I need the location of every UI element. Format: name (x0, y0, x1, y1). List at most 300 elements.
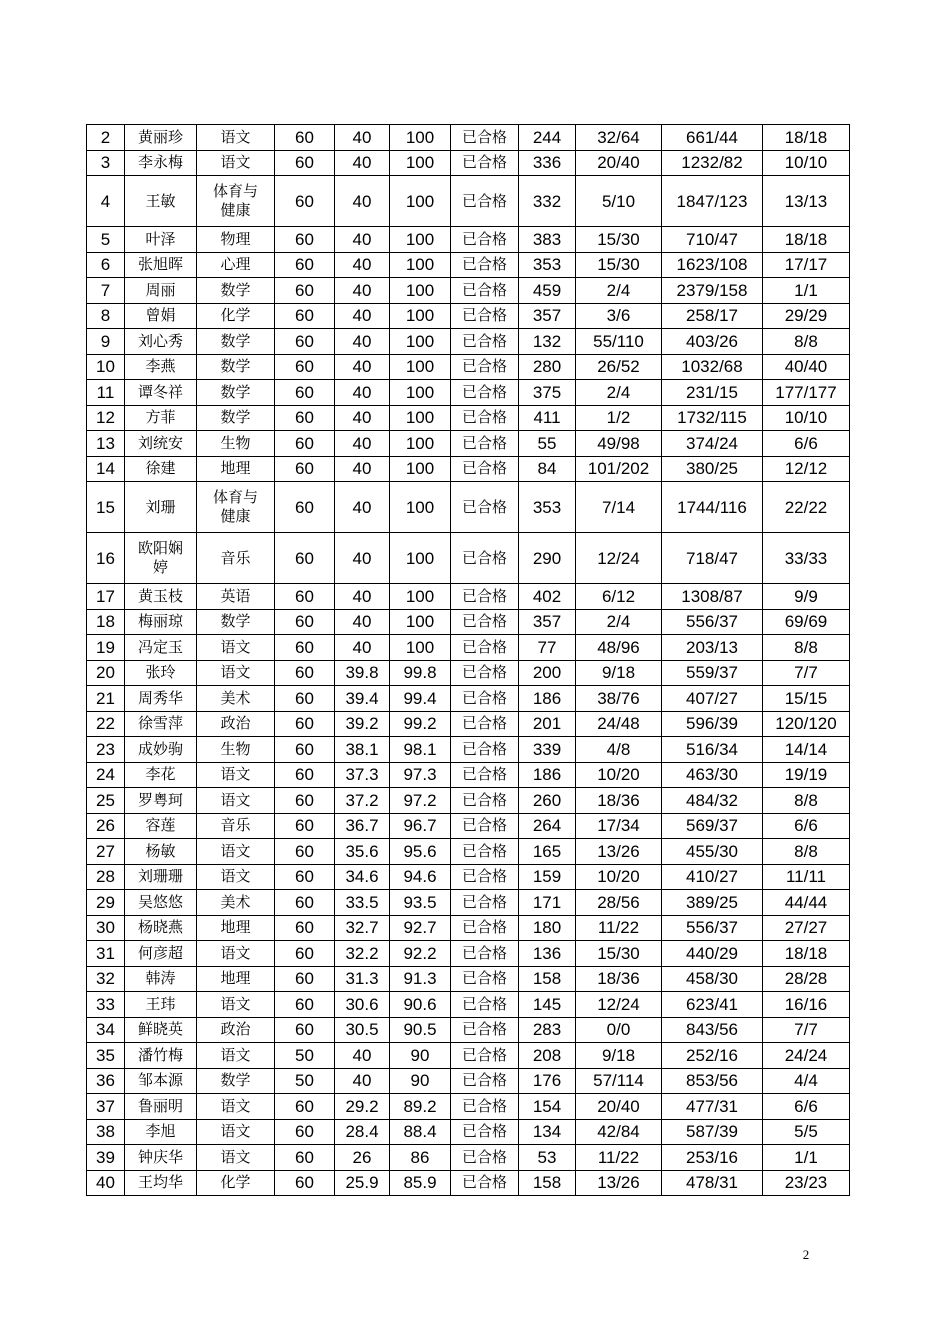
subject-cell: 数学 (197, 354, 275, 380)
count-cell: 132 (519, 329, 576, 355)
teacher-name-cell: 徐建 (125, 456, 197, 482)
subject-cell: 音乐 (197, 813, 275, 839)
subject-cell: 化学 (197, 1170, 275, 1196)
teacher-name-cell: 李燕 (125, 354, 197, 380)
ratio-cell: 11/22 (576, 1145, 662, 1171)
total-score-cell: 94.6 (390, 864, 451, 890)
rank-ratio-cell: 407/27 (662, 686, 763, 712)
subject-cell: 数学 (197, 609, 275, 635)
pass-ratio-cell: 8/8 (763, 635, 850, 661)
score-a-cell: 60 (275, 329, 335, 355)
subject-cell: 生物 (197, 737, 275, 763)
table-row (87, 278, 850, 304)
pass-ratio-cell: 13/13 (763, 176, 850, 227)
ratio-cell: 15/30 (576, 941, 662, 967)
score-b-cell: 35.6 (335, 839, 390, 865)
teacher-name-cell: 罗粤珂 (125, 788, 197, 814)
ratio-cell: 42/84 (576, 1119, 662, 1145)
score-b-cell: 31.3 (335, 966, 390, 992)
teacher-name-cell: 刘珊珊 (125, 864, 197, 890)
subject-cell: 政治 (197, 1017, 275, 1043)
teacher-name-cell: 张旭晖 (125, 252, 197, 278)
row-index-cell: 6 (87, 252, 125, 278)
table-row (87, 890, 850, 916)
rank-ratio-cell: 258/17 (662, 303, 763, 329)
count-cell: 280 (519, 354, 576, 380)
status-cell: 已合格 (451, 227, 519, 253)
score-b-cell: 40 (335, 609, 390, 635)
rank-ratio-cell: 596/39 (662, 711, 763, 737)
ratio-cell: 5/10 (576, 176, 662, 227)
status-cell: 已合格 (451, 1094, 519, 1120)
row-index-cell: 24 (87, 762, 125, 788)
status-cell: 已合格 (451, 1119, 519, 1145)
teacher-name-cell: 刘心秀 (125, 329, 197, 355)
row-index-cell: 2 (87, 125, 125, 151)
teacher-name-cell: 杨敏 (125, 839, 197, 865)
ratio-cell: 1/2 (576, 405, 662, 431)
score-b-cell: 40 (335, 405, 390, 431)
total-score-cell: 92.2 (390, 941, 451, 967)
score-b-cell: 40 (335, 456, 390, 482)
score-b-cell: 40 (335, 1043, 390, 1069)
count-cell: 180 (519, 915, 576, 941)
score-b-cell: 37.2 (335, 788, 390, 814)
pass-ratio-cell: 10/10 (763, 150, 850, 176)
subject-cell: 语文 (197, 864, 275, 890)
pass-ratio-cell: 22/22 (763, 482, 850, 533)
count-cell: 53 (519, 1145, 576, 1171)
pass-ratio-cell: 7/7 (763, 1017, 850, 1043)
rank-ratio-cell: 1308/87 (662, 584, 763, 610)
total-score-cell: 100 (390, 150, 451, 176)
subject-cell: 地理 (197, 966, 275, 992)
score-b-cell: 39.4 (335, 686, 390, 712)
page-number: 2 (802, 1247, 810, 1262)
subject-cell: 语文 (197, 150, 275, 176)
status-cell: 已合格 (451, 431, 519, 457)
row-index-cell: 33 (87, 992, 125, 1018)
count-cell: 208 (519, 1043, 576, 1069)
score-a-cell: 60 (275, 941, 335, 967)
teacher-name-cell: 周秀华 (125, 686, 197, 712)
pass-ratio-cell: 1/1 (763, 1145, 850, 1171)
count-cell: 200 (519, 660, 576, 686)
teacher-name-cell: 韩涛 (125, 966, 197, 992)
table-row (87, 584, 850, 610)
total-score-cell: 95.6 (390, 839, 451, 865)
count-cell: 290 (519, 533, 576, 584)
score-b-cell: 38.1 (335, 737, 390, 763)
row-index-cell: 32 (87, 966, 125, 992)
pass-ratio-cell: 9/9 (763, 584, 850, 610)
score-a-cell: 60 (275, 150, 335, 176)
pass-ratio-cell: 8/8 (763, 839, 850, 865)
pass-ratio-cell: 33/33 (763, 533, 850, 584)
row-index-cell: 28 (87, 864, 125, 890)
status-cell: 已合格 (451, 533, 519, 584)
row-index-cell: 39 (87, 1145, 125, 1171)
total-score-cell: 96.7 (390, 813, 451, 839)
total-score-cell: 100 (390, 278, 451, 304)
total-score-cell: 100 (390, 227, 451, 253)
ratio-cell: 26/52 (576, 354, 662, 380)
status-cell: 已合格 (451, 125, 519, 151)
score-b-cell: 36.7 (335, 813, 390, 839)
row-index-cell: 15 (87, 482, 125, 533)
count-cell: 84 (519, 456, 576, 482)
table-body (87, 125, 850, 1196)
row-index-cell: 23 (87, 737, 125, 763)
subject-cell: 美术 (197, 890, 275, 916)
score-b-cell: 40 (335, 278, 390, 304)
pass-ratio-cell: 16/16 (763, 992, 850, 1018)
table-row (87, 456, 850, 482)
row-index-cell: 30 (87, 915, 125, 941)
subject-cell: 化学 (197, 303, 275, 329)
pass-ratio-cell: 15/15 (763, 686, 850, 712)
teacher-name-cell: 钟庆华 (125, 1145, 197, 1171)
count-cell: 145 (519, 992, 576, 1018)
status-cell: 已合格 (451, 1170, 519, 1196)
count-cell: 336 (519, 150, 576, 176)
rank-ratio-cell: 661/44 (662, 125, 763, 151)
row-index-cell: 9 (87, 329, 125, 355)
table-row (87, 1068, 850, 1094)
teacher-name-cell: 周丽 (125, 278, 197, 304)
pass-ratio-cell: 8/8 (763, 788, 850, 814)
count-cell: 158 (519, 966, 576, 992)
subject-cell: 语文 (197, 992, 275, 1018)
rank-ratio-cell: 587/39 (662, 1119, 763, 1145)
table-row (87, 1017, 850, 1043)
rank-ratio-cell: 455/30 (662, 839, 763, 865)
row-index-cell: 10 (87, 354, 125, 380)
row-index-cell: 8 (87, 303, 125, 329)
row-index-cell: 4 (87, 176, 125, 227)
score-b-cell: 40 (335, 584, 390, 610)
score-a-cell: 60 (275, 711, 335, 737)
pass-ratio-cell: 10/10 (763, 405, 850, 431)
score-a-cell: 60 (275, 1170, 335, 1196)
teacher-name-cell: 李花 (125, 762, 197, 788)
total-score-cell: 100 (390, 533, 451, 584)
score-a-cell: 50 (275, 1043, 335, 1069)
table-row (87, 482, 850, 533)
count-cell: 383 (519, 227, 576, 253)
table-row (87, 533, 850, 584)
row-index-cell: 36 (87, 1068, 125, 1094)
score-a-cell: 60 (275, 1094, 335, 1120)
rank-ratio-cell: 516/34 (662, 737, 763, 763)
table-row (87, 227, 850, 253)
status-cell: 已合格 (451, 176, 519, 227)
rank-ratio-cell: 403/26 (662, 329, 763, 355)
subject-cell: 体育与健康 (197, 176, 275, 227)
row-index-cell: 27 (87, 839, 125, 865)
ratio-cell: 2/4 (576, 380, 662, 406)
subject-cell: 语文 (197, 1094, 275, 1120)
score-b-cell: 25.9 (335, 1170, 390, 1196)
teacher-name-cell: 黄玉枝 (125, 584, 197, 610)
count-cell: 283 (519, 1017, 576, 1043)
rank-ratio-cell: 1744/116 (662, 482, 763, 533)
count-cell: 154 (519, 1094, 576, 1120)
total-score-cell: 92.7 (390, 915, 451, 941)
pass-ratio-cell: 1/1 (763, 278, 850, 304)
ratio-cell: 9/18 (576, 1043, 662, 1069)
teacher-name-cell: 谭冬祥 (125, 380, 197, 406)
score-a-cell: 60 (275, 227, 335, 253)
total-score-cell: 99.4 (390, 686, 451, 712)
table-row (87, 813, 850, 839)
score-b-cell: 40 (335, 227, 390, 253)
score-a-cell: 60 (275, 966, 335, 992)
score-b-cell: 32.2 (335, 941, 390, 967)
total-score-cell: 98.1 (390, 737, 451, 763)
score-b-cell: 40 (335, 176, 390, 227)
total-score-cell: 99.8 (390, 660, 451, 686)
rank-ratio-cell: 252/16 (662, 1043, 763, 1069)
teacher-name-cell: 吴悠悠 (125, 890, 197, 916)
ratio-cell: 28/56 (576, 890, 662, 916)
pass-ratio-cell: 19/19 (763, 762, 850, 788)
subject-cell: 地理 (197, 456, 275, 482)
status-cell: 已合格 (451, 890, 519, 916)
status-cell: 已合格 (451, 1043, 519, 1069)
score-a-cell: 60 (275, 788, 335, 814)
score-a-cell: 60 (275, 1017, 335, 1043)
pass-ratio-cell: 5/5 (763, 1119, 850, 1145)
total-score-cell: 100 (390, 456, 451, 482)
table-row (87, 966, 850, 992)
status-cell: 已合格 (451, 405, 519, 431)
total-score-cell: 100 (390, 252, 451, 278)
score-b-cell: 40 (335, 431, 390, 457)
rank-ratio-cell: 2379/158 (662, 278, 763, 304)
ratio-cell: 20/40 (576, 150, 662, 176)
teacher-name-cell: 方菲 (125, 405, 197, 431)
rank-ratio-cell: 410/27 (662, 864, 763, 890)
teacher-name-cell: 刘统安 (125, 431, 197, 457)
row-index-cell: 19 (87, 635, 125, 661)
rank-ratio-cell: 556/37 (662, 915, 763, 941)
teacher-name-cell: 何彦超 (125, 941, 197, 967)
subject-cell: 音乐 (197, 533, 275, 584)
ratio-cell: 15/30 (576, 252, 662, 278)
rank-ratio-cell: 231/15 (662, 380, 763, 406)
total-score-cell: 100 (390, 380, 451, 406)
count-cell: 159 (519, 864, 576, 890)
total-score-cell: 100 (390, 303, 451, 329)
table-row (87, 737, 850, 763)
ratio-cell: 11/22 (576, 915, 662, 941)
table-row (87, 1094, 850, 1120)
score-a-cell: 60 (275, 533, 335, 584)
status-cell: 已合格 (451, 788, 519, 814)
count-cell: 339 (519, 737, 576, 763)
teacher-name-cell: 冯定玉 (125, 635, 197, 661)
row-index-cell: 18 (87, 609, 125, 635)
score-b-cell: 40 (335, 635, 390, 661)
score-a-cell: 60 (275, 125, 335, 151)
score-b-cell: 39.8 (335, 660, 390, 686)
table-row (87, 354, 850, 380)
total-score-cell: 91.3 (390, 966, 451, 992)
status-cell: 已合格 (451, 915, 519, 941)
count-cell: 176 (519, 1068, 576, 1094)
table-row (87, 1170, 850, 1196)
row-index-cell: 11 (87, 380, 125, 406)
count-cell: 459 (519, 278, 576, 304)
row-index-cell: 22 (87, 711, 125, 737)
pass-ratio-cell: 28/28 (763, 966, 850, 992)
ratio-cell: 18/36 (576, 788, 662, 814)
ratio-cell: 38/76 (576, 686, 662, 712)
row-index-cell: 3 (87, 150, 125, 176)
score-b-cell: 40 (335, 329, 390, 355)
status-cell: 已合格 (451, 329, 519, 355)
rank-ratio-cell: 559/37 (662, 660, 763, 686)
rank-ratio-cell: 1032/68 (662, 354, 763, 380)
total-score-cell: 90 (390, 1043, 451, 1069)
rank-ratio-cell: 203/13 (662, 635, 763, 661)
pass-ratio-cell: 18/18 (763, 941, 850, 967)
status-cell: 已合格 (451, 150, 519, 176)
subject-cell: 生物 (197, 431, 275, 457)
status-cell: 已合格 (451, 966, 519, 992)
rank-ratio-cell: 389/25 (662, 890, 763, 916)
score-b-cell: 40 (335, 533, 390, 584)
teacher-name-cell: 鲁丽明 (125, 1094, 197, 1120)
score-b-cell: 26 (335, 1145, 390, 1171)
total-score-cell: 100 (390, 354, 451, 380)
pass-ratio-cell: 44/44 (763, 890, 850, 916)
total-score-cell: 100 (390, 584, 451, 610)
subject-cell: 语文 (197, 762, 275, 788)
teacher-name-cell: 李旭 (125, 1119, 197, 1145)
score-a-cell: 60 (275, 456, 335, 482)
ratio-cell: 10/20 (576, 864, 662, 890)
count-cell: 353 (519, 482, 576, 533)
count-cell: 201 (519, 711, 576, 737)
pass-ratio-cell: 7/7 (763, 660, 850, 686)
row-index-cell: 14 (87, 456, 125, 482)
count-cell: 134 (519, 1119, 576, 1145)
teacher-name-cell: 杨晓燕 (125, 915, 197, 941)
teacher-name-cell: 王玮 (125, 992, 197, 1018)
row-index-cell: 40 (87, 1170, 125, 1196)
score-a-cell: 60 (275, 176, 335, 227)
subject-cell: 语文 (197, 660, 275, 686)
total-score-cell: 100 (390, 125, 451, 151)
ratio-cell: 49/98 (576, 431, 662, 457)
ratio-cell: 13/26 (576, 839, 662, 865)
pass-ratio-cell: 120/120 (763, 711, 850, 737)
row-index-cell: 38 (87, 1119, 125, 1145)
subject-cell: 英语 (197, 584, 275, 610)
rank-ratio-cell: 1732/115 (662, 405, 763, 431)
count-cell: 171 (519, 890, 576, 916)
table-row (87, 660, 850, 686)
status-cell: 已合格 (451, 252, 519, 278)
total-score-cell: 90 (390, 1068, 451, 1094)
score-a-cell: 60 (275, 609, 335, 635)
score-a-cell: 60 (275, 864, 335, 890)
score-table (86, 124, 850, 1196)
status-cell: 已合格 (451, 380, 519, 406)
subject-cell: 语文 (197, 1145, 275, 1171)
pass-ratio-cell: 177/177 (763, 380, 850, 406)
score-a-cell: 60 (275, 915, 335, 941)
table-row (87, 609, 850, 635)
teacher-name-cell: 曾娟 (125, 303, 197, 329)
score-a-cell: 60 (275, 737, 335, 763)
rank-ratio-cell: 440/29 (662, 941, 763, 967)
status-cell: 已合格 (451, 278, 519, 304)
teacher-name-cell: 张玲 (125, 660, 197, 686)
status-cell: 已合格 (451, 711, 519, 737)
count-cell: 77 (519, 635, 576, 661)
count-cell: 186 (519, 762, 576, 788)
status-cell: 已合格 (451, 686, 519, 712)
table-row (87, 1145, 850, 1171)
row-index-cell: 7 (87, 278, 125, 304)
rank-ratio-cell: 843/56 (662, 1017, 763, 1043)
table-row (87, 686, 850, 712)
table-row (87, 762, 850, 788)
row-index-cell: 12 (87, 405, 125, 431)
rank-ratio-cell: 569/37 (662, 813, 763, 839)
score-b-cell: 40 (335, 354, 390, 380)
teacher-name-cell: 黄丽珍 (125, 125, 197, 151)
ratio-cell: 24/48 (576, 711, 662, 737)
count-cell: 264 (519, 813, 576, 839)
row-index-cell: 17 (87, 584, 125, 610)
ratio-cell: 12/24 (576, 992, 662, 1018)
total-score-cell: 100 (390, 329, 451, 355)
count-cell: 332 (519, 176, 576, 227)
total-score-cell: 93.5 (390, 890, 451, 916)
rank-ratio-cell: 1232/82 (662, 150, 763, 176)
subject-cell: 数学 (197, 380, 275, 406)
score-a-cell: 60 (275, 992, 335, 1018)
teacher-name-cell: 欧阳娴婷 (125, 533, 197, 584)
pass-ratio-cell: 23/23 (763, 1170, 850, 1196)
score-a-cell: 60 (275, 380, 335, 406)
teacher-name-cell: 王敏 (125, 176, 197, 227)
pass-ratio-cell: 27/27 (763, 915, 850, 941)
ratio-cell: 57/114 (576, 1068, 662, 1094)
status-cell: 已合格 (451, 609, 519, 635)
table-row (87, 788, 850, 814)
score-b-cell: 34.6 (335, 864, 390, 890)
count-cell: 375 (519, 380, 576, 406)
ratio-cell: 3/6 (576, 303, 662, 329)
rank-ratio-cell: 718/47 (662, 533, 763, 584)
status-cell: 已合格 (451, 456, 519, 482)
table-row (87, 150, 850, 176)
teacher-name-cell: 刘珊 (125, 482, 197, 533)
table-row (87, 303, 850, 329)
status-cell: 已合格 (451, 737, 519, 763)
row-index-cell: 20 (87, 660, 125, 686)
count-cell: 136 (519, 941, 576, 967)
rank-ratio-cell: 623/41 (662, 992, 763, 1018)
score-b-cell: 29.2 (335, 1094, 390, 1120)
table-row (87, 405, 850, 431)
ratio-cell: 10/20 (576, 762, 662, 788)
